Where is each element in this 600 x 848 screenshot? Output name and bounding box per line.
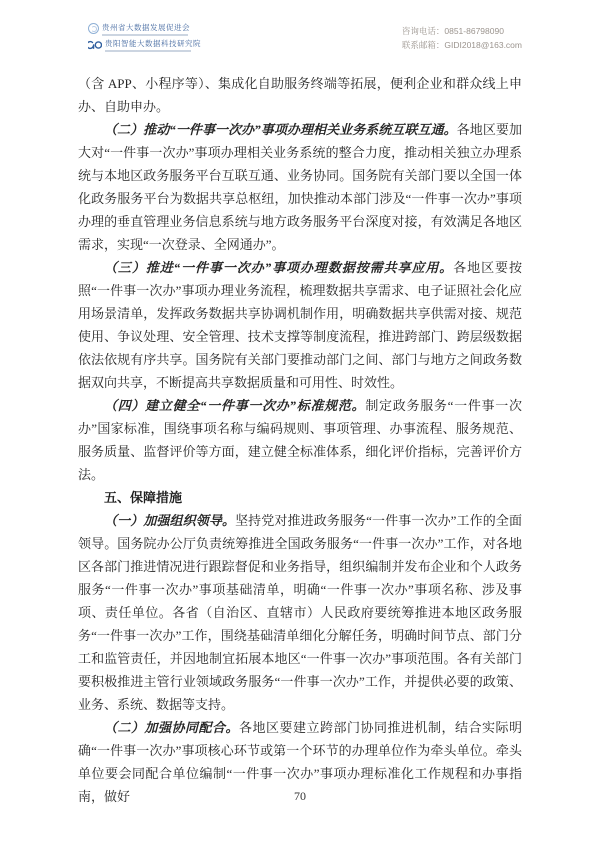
paragraph-text: 各地区要建立跨部门协同推进机制，结合实际明确“一件事一次办”事项核心环节或第一个环节的办理单位作为牵头单位。牵头单位要会同配合单位编制“一件事一次办”事项办理标准化工作规程和办事指南，做好 [78, 720, 522, 804]
paragraph-lead: （二）加强协同配合。 [104, 720, 239, 735]
institute-english-line [105, 50, 191, 52]
logo-block [88, 24, 201, 52]
phone-label: 咨询电话： [401, 26, 445, 36]
paragraph-continued [78, 72, 522, 118]
paragraph-lead: （四）建立健全“一件事一次办”标准规范。 [104, 398, 366, 413]
institute-name: 贵阳智能大数据科技研究院 [105, 39, 201, 48]
paragraph-lead: （二）推动“一件事一次办”事项办理相关业务系统互联互通。 [104, 122, 457, 137]
email-label: 联系邮箱： [401, 40, 445, 50]
association-emblem-icon [88, 23, 99, 34]
paragraph-item-2 [78, 118, 522, 256]
association-english-line [102, 34, 188, 36]
page-number: 70 [294, 789, 306, 803]
section-heading: 五、保障措施 [104, 490, 183, 505]
contact-email-line [402, 38, 522, 52]
paragraph-text: 坚持党对推进政务服务“一件事一次办”工作的全面领导。国务院办公厅负责统筹推进全国政务服务“一件事一次办”工作，对各地区各部门推进情况进行跟踪督促和业务指导，组织编制并发布企业和个人政务服务“一件事一次办”事项基础清单，明确“一件事一次办”事项名称、涉及事项、责任单位。各省（自治区、直辖市）人民政府要统筹推进本地区政务服务“一件事一次办”工作，围绕基础清单细化分解任务，明确时间节点、部门分工和监管责任，并因地制宜拓展本地区“一件事一次办”事项范围。各有关部门要积极推进主管行业领域政务服务“一件事一次办”工作，并提供必要的政策、业务、系统、数据等支持。 [78, 513, 522, 712]
page-header [88, 24, 522, 52]
page-footer [0, 789, 600, 804]
phone-number: 0851-86798090 [444, 26, 504, 36]
paragraph-lead: （一）加强组织领导。 [104, 513, 236, 528]
paragraph-text: 各地区要加大对“一件事一次办”事项办理相关业务系统的整合力度，推动相关独立办理系统与本地区政务服务平台互联互通、业务协同。国务院有关部门要以全国一体化政务服务平台为数据共享总枢纽，加快推动本部门涉及“一件事一次办”事项办理的垂直管理业务信息系统与地方政务服务平台深度对接，有效满足各地区需求，实现“一次登录、全网通办”。 [78, 122, 522, 252]
paragraph-safeguard-1 [78, 509, 522, 716]
contact-info [402, 24, 522, 52]
paragraph-item-4 [78, 394, 522, 486]
logo-institute [88, 40, 201, 52]
logo-association [88, 24, 201, 36]
paragraph-text: 各地区要按照“一件事一次办”事项办理业务流程，梳理数据共享需求、电子证照社会化应用场景清单，发挥政务数据共享协调机制作用，明确数据共享供需对接、规范使用、争议处理、安全管理、技术支撑等制度流程，推进跨部门、跨层级数据依法依规有序共享。国务院有关部门要推动部门之间、部门与地方之间政务数据双向共享，不断提高共享数据质量和可用性、时效性。 [78, 260, 522, 390]
paragraph-text: 制定政务服务“一件事一次办”国家标准，围绕事项名称与编码规则、事项管理、办事流程、服务规范、服务质量、监督评价等方面，建立健全标准体系，细化评价指标，完善评价方法。 [78, 398, 522, 482]
email-address: GIDI2018@163.com [444, 40, 522, 50]
paragraph-text: （含 APP、小程序等）、集成化自助服务终端等拓展，便利企业和群众线上申办、自助申办。 [78, 76, 522, 114]
paragraph-item-3 [78, 256, 522, 394]
association-name: 贵州省大数据发展促进会 [102, 23, 190, 32]
institute-logo-icon [88, 39, 102, 51]
document-body [78, 72, 522, 808]
paragraph-lead: （三）推进“一件事一次办”事项办理数据按需共享应用。 [104, 260, 454, 275]
contact-phone-line [402, 24, 522, 38]
